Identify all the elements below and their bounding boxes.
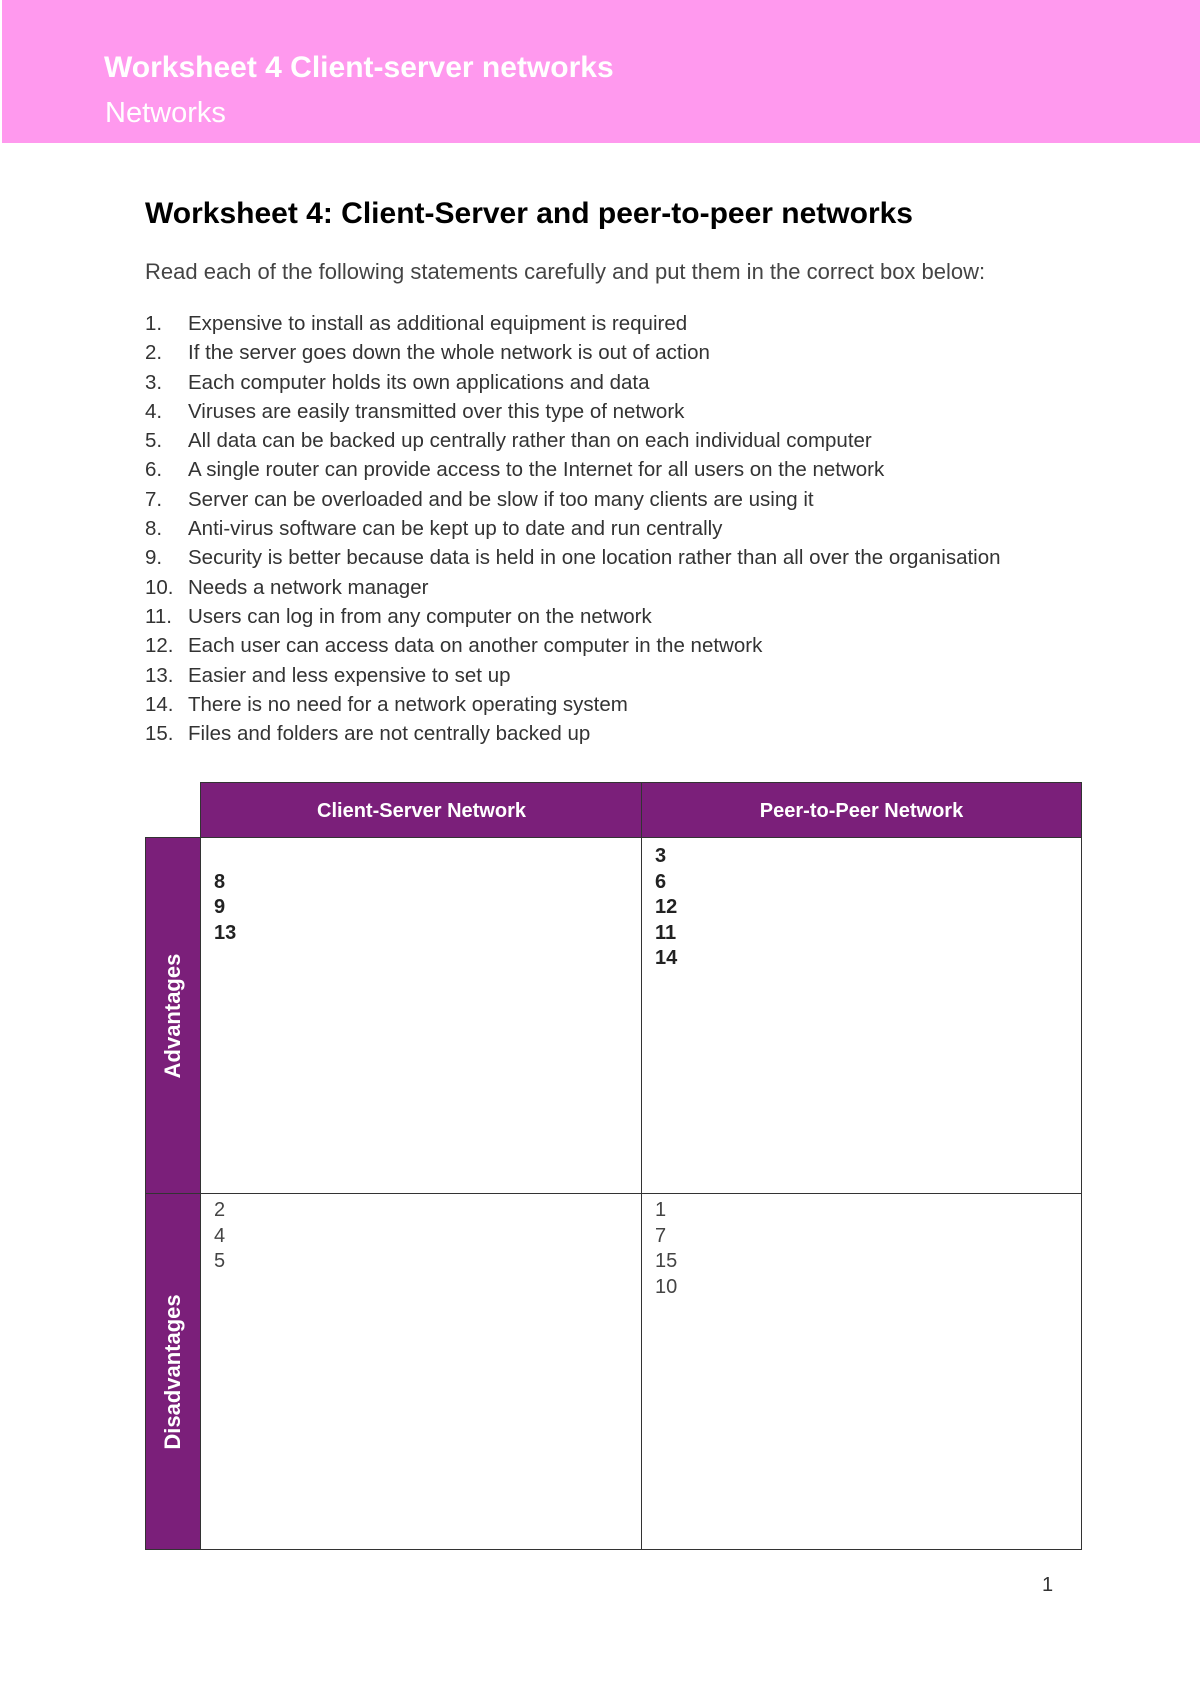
answer-number: 5: [214, 1250, 226, 1272]
answer-number: 6: [655, 870, 667, 893]
answer-number: 2: [214, 1199, 226, 1221]
cell-peer-to-peer-advantages[interactable]: [641, 837, 1082, 1195]
statement-number: 7.: [145, 487, 163, 511]
page-number: 1: [1042, 1574, 1054, 1596]
statement-text: If the server goes down the whole network is out of action: [188, 341, 710, 365]
classification-table: [145, 782, 1081, 1550]
instruction-text: Read each of the following statements carefully and put them in the correct box below:: [145, 259, 986, 284]
statement-number: 9.: [145, 546, 163, 570]
statement-text: Files and folders are not centrally backed up: [188, 722, 591, 746]
statement-text: Users can log in from any computer on the network: [188, 604, 652, 628]
statement-number: 10.: [145, 575, 174, 599]
answer-number: 15: [655, 1250, 678, 1272]
statement-number: 13.: [145, 663, 174, 687]
column-header-peer-to-peer: Peer-to-Peer Network: [641, 782, 1082, 839]
statement-text: Easier and less expensive to set up: [188, 663, 511, 687]
list-item: [145, 485, 1001, 514]
answer-number: 11: [655, 921, 677, 944]
list-item: [145, 426, 1001, 455]
statement-text: There is no need for a network operating system: [188, 692, 628, 716]
list-item: [145, 602, 1001, 631]
statement-text: All data can be backed up centrally rather than on each individual computer: [188, 429, 872, 453]
header-title: Worksheet 4 Client-server networks: [104, 51, 614, 84]
answer-list: [214, 844, 236, 946]
statement-text: Security is better because data is held in one location rather than all over the organisation: [188, 546, 1001, 570]
statement-number: 11.: [145, 604, 172, 628]
statement-text: A single router can provide access to the Internet for all users on the network: [188, 458, 885, 482]
answer-list: [655, 844, 677, 972]
statement-number: 15.: [145, 722, 174, 746]
statement-text: Needs a network manager: [188, 575, 429, 599]
answer-number: 1: [655, 1199, 667, 1221]
list-item: [145, 543, 1001, 572]
answer-list: [214, 1198, 225, 1275]
cell-client-server-disadvantages[interactable]: [200, 1193, 643, 1550]
statement-list: [145, 309, 1001, 748]
list-item: [145, 397, 1001, 426]
statement-number: 4.: [145, 399, 163, 423]
cell-client-server-advantages[interactable]: [200, 837, 643, 1195]
list-item: [145, 368, 1001, 397]
row-header-disadvantages: [145, 1193, 201, 1550]
statement-number: 14.: [145, 692, 174, 716]
statement-text: Expensive to install as additional equipment is required: [188, 312, 688, 335]
answer-list: [655, 1198, 677, 1300]
column-header-client-server: Client-Server Network: [200, 782, 643, 839]
statement-text: Each computer holds its own applications and data: [188, 370, 650, 394]
list-item: [145, 338, 1001, 367]
answer-number: 4: [214, 1224, 226, 1247]
document-title: Worksheet 4: Client-Server and peer-to-peer networks: [145, 197, 913, 230]
statement-number: 12.: [145, 634, 174, 658]
cell-peer-to-peer-disadvantages[interactable]: [641, 1193, 1082, 1550]
statement-text: Server can be overloaded and be slow if too many clients are using it: [188, 487, 814, 511]
list-item: [145, 514, 1001, 543]
answer-number: 7: [655, 1224, 667, 1247]
statement-number: 5.: [145, 429, 163, 453]
row-header-disadvantages-label: Disadvantages: [160, 1293, 185, 1450]
statement-number: 2.: [145, 341, 163, 365]
statement-number: 8.: [145, 517, 163, 541]
statement-number: 6.: [145, 458, 163, 482]
statement-text: Anti-virus software can be kept up to date and run centrally: [188, 517, 723, 541]
statement-text: Viruses are easily transmitted over this type of network: [188, 399, 685, 423]
answer-number: 9: [214, 896, 226, 918]
statement-text: Each user can access data on another computer in the network: [188, 634, 763, 658]
answer-line: [214, 844, 236, 870]
list-item: [145, 719, 1001, 748]
list-item: [145, 455, 1001, 484]
answer-number: 10: [655, 1275, 678, 1298]
list-item: [145, 631, 1001, 660]
list-item: [145, 690, 1001, 719]
list-item: [145, 661, 1001, 690]
header-subtitle: Networks: [105, 97, 226, 129]
answer-number: 13: [214, 921, 237, 944]
statement-number: 3.: [145, 370, 163, 394]
answer-number: 12: [655, 896, 678, 918]
answer-number: 8: [214, 870, 226, 893]
header-banner: [2, 0, 1200, 143]
list-item: [145, 309, 1001, 338]
row-header-advantages: [145, 837, 201, 1195]
answer-number: 3: [655, 845, 667, 867]
statement-number: 1.: [145, 312, 163, 335]
answer-number: 14: [655, 947, 678, 969]
row-header-advantages-label: Advantages: [160, 953, 185, 1079]
list-item: [145, 573, 1001, 602]
